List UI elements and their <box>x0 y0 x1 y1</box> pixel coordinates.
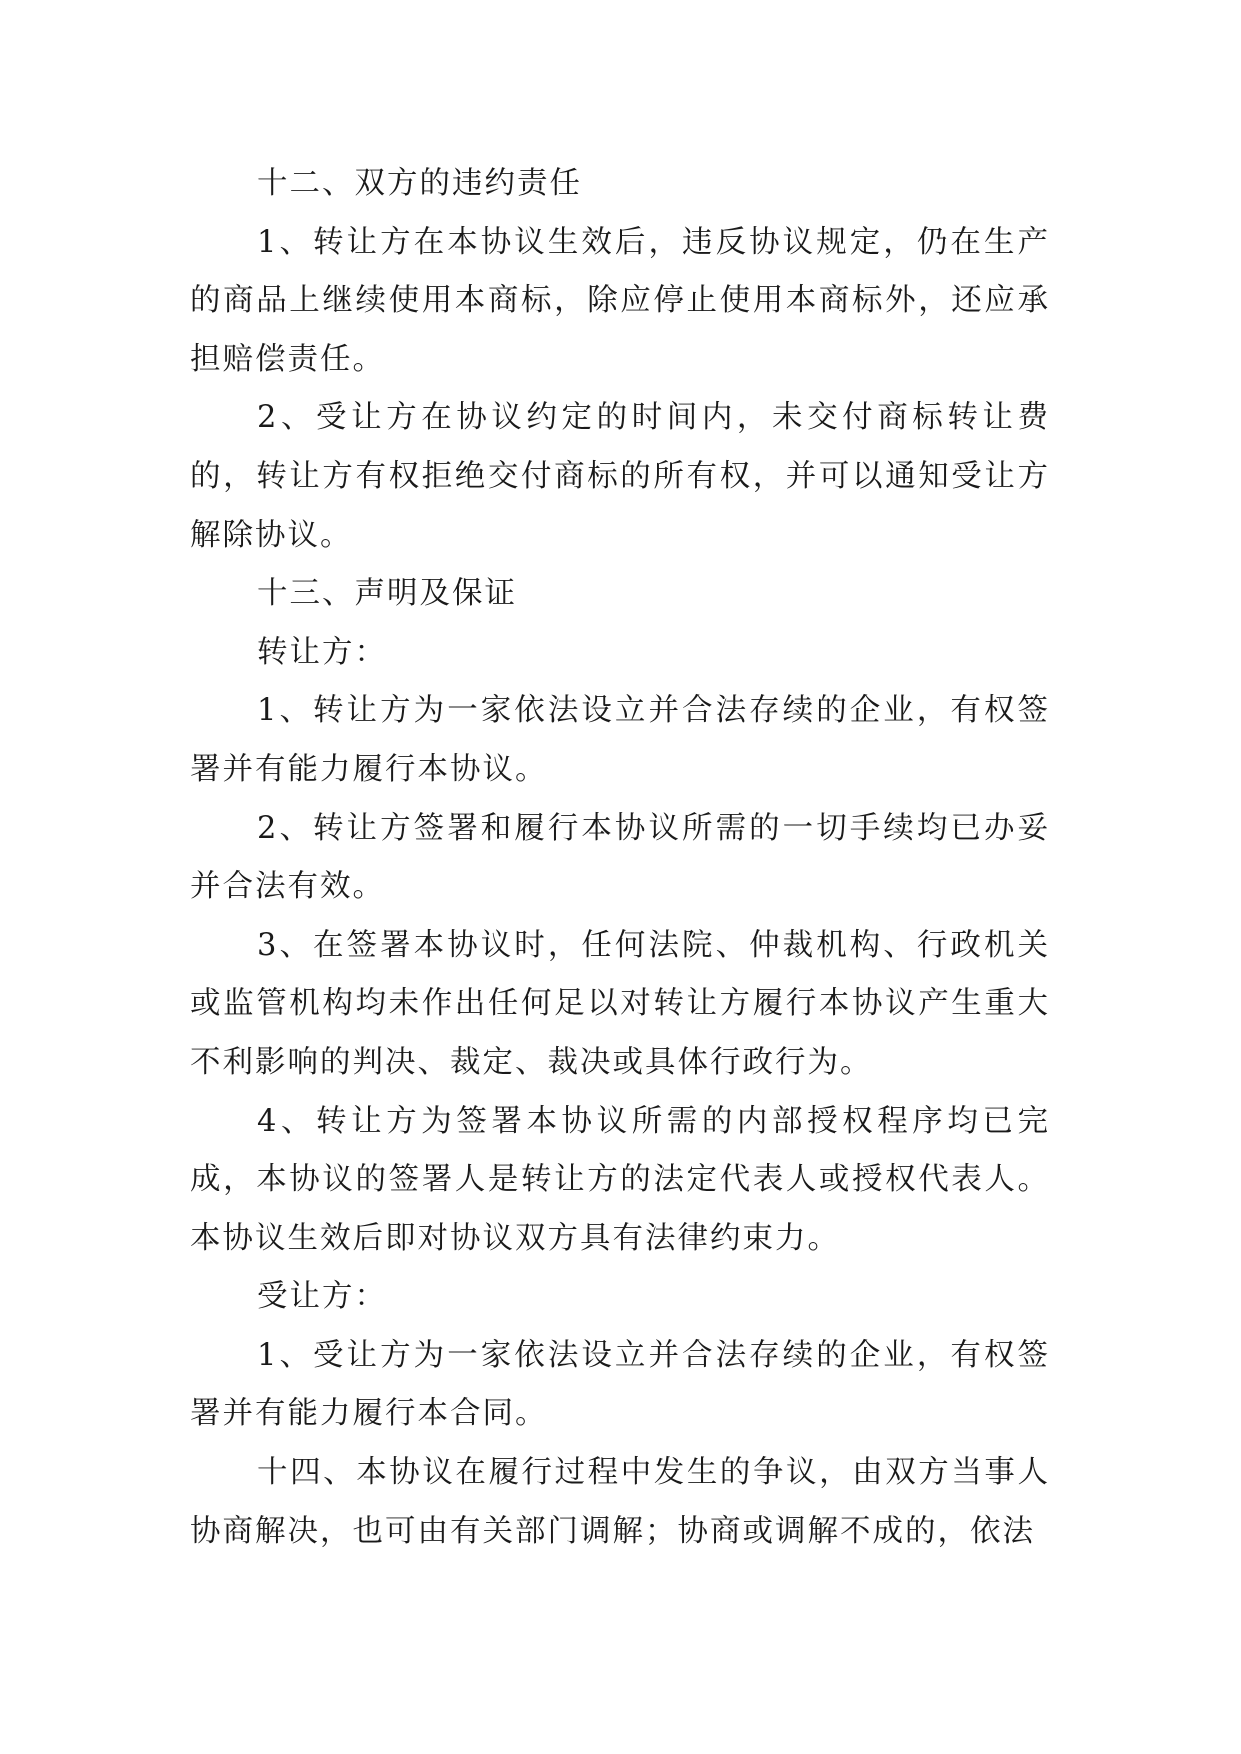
section-heading-breach-liability: 十二、双方的违约责任 <box>257 166 582 201</box>
clause-paragraph: 1、转让方为一家依法设立并合法存续的企业，有权签署并有能力履行本协议。 <box>190 693 1050 787</box>
clause-paragraph: 1、受让方为一家依法设立并合法存续的企业，有权签署并有能力履行本合同。 <box>190 1337 1050 1432</box>
clause-paragraph: 1、转让方在本协议生效后，违反协议规定，仍在生产的商品上继续使用本商标，除应停止使用本商标外，还应承担赔偿责任。 <box>190 224 1050 377</box>
document-body <box>190 155 1050 1561</box>
section-heading-declarations: 十三、声明及保证 <box>257 576 517 612</box>
party-label-transferee: 受让方： <box>257 1279 387 1315</box>
party-label-transferor: 转让方： <box>257 634 387 670</box>
clause-paragraph: 4、转让方为签署本协议所需的内部授权程序均已完成，本协议的签署人是转让方的法定代表人或授权代表人。本协议生效后即对协议双方具有法律约束力。 <box>190 1103 1050 1256</box>
clause-paragraph: 2、受让方在协议约定的时间内，未交付商标转让费的，转让方有权拒绝交付商标的所有权，并可以通知受让方解除协议。 <box>190 400 1050 553</box>
clause-paragraph: 2、转让方签署和履行本协议所需的一切手续均已办妥并合法有效。 <box>190 810 1050 905</box>
clause-paragraph: 3、在签署本协议时，任何法院、仲裁机构、行政机关或监管机构均未作出任何足以对转让方履行本协议产生重大不利影响的判决、裁定、裁决或具体行政行为。 <box>190 927 1050 1080</box>
section-heading-disputes: 十四、本协议在履行过程中发生的争议，由双方当事人协商解决，也可由有关部门调解；协商或调解不成的，依法 <box>190 1455 1050 1549</box>
